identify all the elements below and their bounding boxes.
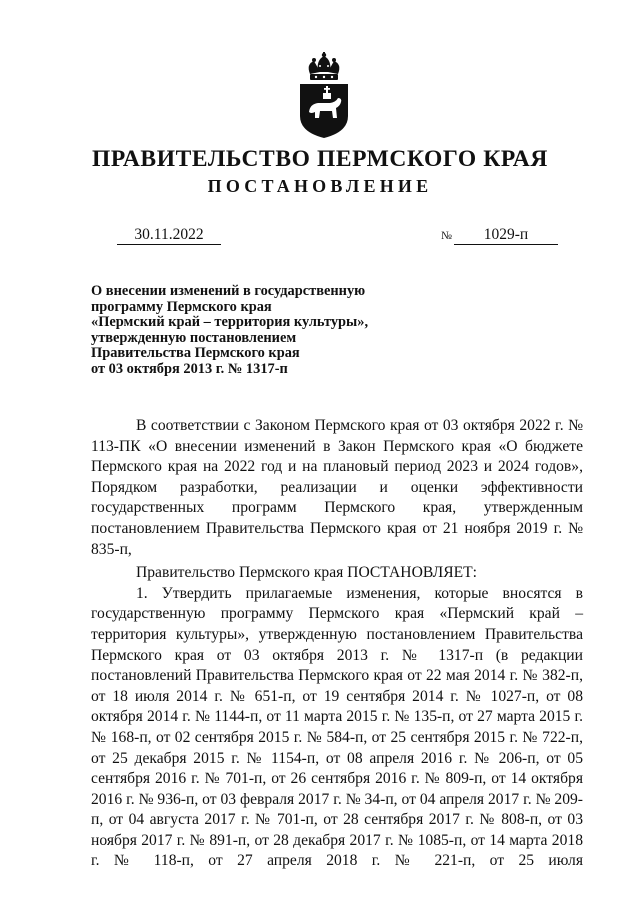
document-subject <box>91 284 411 378</box>
document-date: 30.11.2022 <box>117 226 221 245</box>
subject-line: «Пермский край – территория культуры», <box>91 314 369 331</box>
subject-line: Правительства Пермского края <box>91 345 300 362</box>
subject-line: программу Пермского края <box>91 298 272 315</box>
government-title: ПРАВИТЕЛЬСТВО ПЕРМСКОГО КРАЯ <box>92 146 548 172</box>
subject-line: от 03 октября 2013 г. № 1317-п <box>91 360 288 377</box>
body-paragraph-preamble: В соответствии с Законом Пермского края от 03 октября 2022 г. № 113-ПК «О внесении изменений в Закон Пермского края «О бюджете Пермского края на 2022 год и на плановый период 2023 и 2024 годов», Порядком разработки, реализации и оценки эффективности государственных программ Пермского края, утвержденным постановлением Правительства Пермского края от 21 ноября 2019 г. № 835-п, <box>91 417 583 558</box>
subject-line: утвержденную постановлением <box>91 329 297 346</box>
subject-line: О внесении изменений в государственную <box>91 283 366 299</box>
number-sign: № <box>441 230 452 242</box>
document-number: 1029-п <box>454 226 558 245</box>
document-body <box>91 416 583 872</box>
body-paragraph-item-1: 1. Утвердить прилагаемые изменения, которые вносятся в государственную программу Пермского края «Пермский край – территория культуры», утвержденную постановлением Правительства Пермского края от 03 октября 2013 г. № 1317-п (в редакции постановлений Правительства Пермского края от 22 мая 2014 г. № 382-п, от 18 июля 2014 г. № 651-п, от 19 сентября 2014 г. № 1027-п, от 08 октября 2014 г. № 1144-п, от 11 марта 2015 г. № 135-п, от 27 марта 2015 г. № 168-п, от 02 сентября 2015 г. № 584-п, от 25 сентября 2015 г. № 722-п, от 25 декабря 2015 г. № 1154-п, от 08 апреля 2016 г. № 206-п, от 05 сентября 2016 г. № 701-п, от 26 сентября 2016 г. № 809-п, от 14 октября 2016 г. № 936-п, от 03 февраля 2017 г. № 34-п, от 04 апреля 2017 г. № 209-п, от 04 августа 2017 г. № 701-п, от 28 сентября 2017 г. № 808-п, от 03 ноября 2017 г. № 891-п, от 28 декабря 2017 г. № 1085-п, от 14 марта 2018 г. № 118-п, от 27 апреля 2018 г. № 221-п, от 25 июля <box>91 584 583 870</box>
document-type: ПОСТАНОВЛЕНИЕ <box>207 176 433 196</box>
body-paragraph-resolution: Правительство Пермского края ПОСТАНОВЛЯЕТ: <box>136 564 477 582</box>
perm-coat-of-arms-icon <box>296 52 352 138</box>
